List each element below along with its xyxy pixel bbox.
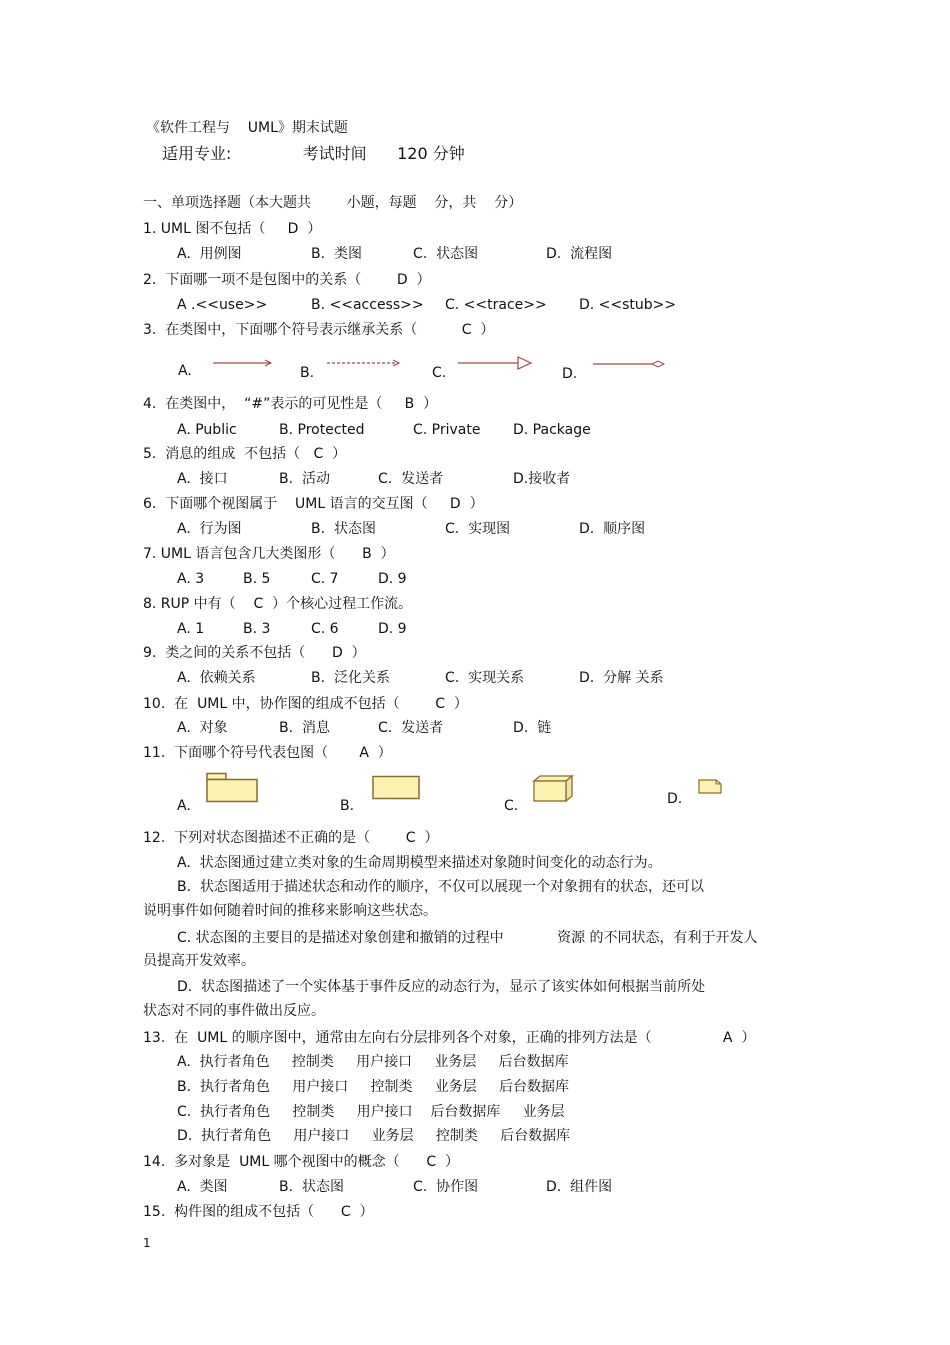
question-11-option-b: B.	[340, 798, 355, 814]
question-13-stem: 13. 在 UML 的顺序图中，通常由左向右分层排列各个对象，正确的排列方法是（ A ）	[143, 1030, 756, 1046]
question-9-option-c: C. 实现关系	[445, 670, 525, 686]
question-6-option-b: B. 状态图	[311, 521, 376, 537]
question-5-option-a: A. 接口	[177, 471, 228, 487]
question-11-option-c: C.	[504, 798, 519, 814]
question-3-option-d: D.	[562, 366, 578, 382]
question-15-stem: 15. 构件图的组成不包括（ C ）	[143, 1204, 374, 1220]
question-1-option-a: A. 用例图	[177, 246, 242, 262]
question-12-option-d-line2: 状态对不同的事件做出反应。	[143, 1003, 325, 1019]
association-arrow-icon	[212, 357, 276, 369]
question-4-option-b: B. Protected	[279, 422, 365, 438]
generalization-arrow-icon	[457, 355, 535, 371]
question-4-stem: 4. 在类图中， “#”表示的可见性是（ B ）	[143, 396, 438, 412]
question-8-option-c: C. 6	[311, 621, 339, 637]
question-14-option-a: A. 类图	[177, 1179, 228, 1195]
question-14-option-d: D. 组件图	[546, 1179, 613, 1195]
question-8-option-d: D. 9	[378, 621, 407, 637]
section-heading: 一、单项选择题（本大题共 小题，每题 分，共 分）	[143, 195, 523, 211]
question-6-option-d: D. 顺序图	[579, 521, 646, 537]
note-icon	[697, 778, 725, 796]
question-7-stem: 7. UML 语言包含几大类图形（ B ）	[143, 546, 395, 562]
question-12-option-b-line2: 说明事件如何随着时间的推移来影响这些状态。	[143, 903, 437, 919]
question-4-option-d: D. Package	[513, 422, 591, 438]
question-13-option-d: D. 执行者角色 用户接口 业务层 控制类 后台数据库	[177, 1128, 571, 1144]
exam-title: 《软件工程与 UML》期末试题	[146, 120, 348, 136]
question-12-option-c-line1: C. 状态图的主要目的是描述对象创建和撤销的过程中 资源 的不同状态，有利于开发人	[177, 930, 758, 946]
question-5-option-b: B. 活动	[279, 471, 330, 487]
question-10-option-b: B. 消息	[279, 720, 330, 736]
question-10-option-c: C. 发送者	[378, 720, 444, 736]
question-9-option-a: A. 依赖关系	[177, 670, 256, 686]
question-7-option-c: C. 7	[311, 571, 339, 587]
question-14-option-b: B. 状态图	[279, 1179, 344, 1195]
question-1-stem: 1. UML 图不包括（ D ）	[143, 221, 322, 237]
dependency-arrow-icon	[326, 357, 404, 369]
question-11-stem: 11. 下面哪个符号代表包图（ A ）	[143, 745, 392, 761]
question-5-option-d: D.接收者	[513, 471, 571, 487]
question-2-option-b: B. <<access>>	[311, 297, 424, 313]
question-13-option-b: B. 执行者角色 用户接口 控制类 业务层 后台数据库	[177, 1079, 569, 1095]
question-3-option-a: A.	[178, 363, 192, 379]
question-4-option-c: C. Private	[413, 422, 481, 438]
question-12-option-b-line1: B. 状态图适用于描述状态和动作的顺序，不仅可以展现一个对象拥有的状态，还可以	[177, 879, 704, 895]
question-13-option-a: A. 执行者角色 控制类 用户接口 业务层 后台数据库	[177, 1054, 569, 1070]
exam-subtitle: 适用专业: 考试时间 120 分钟	[162, 144, 465, 163]
question-9-stem: 9. 类之间的关系不包括（ D ）	[143, 645, 366, 661]
question-14-stem: 14. 多对象是 UML 哪个视图中的概念（ C ）	[143, 1154, 460, 1170]
page-number: 1	[143, 1236, 151, 1250]
question-9-option-d: D. 分解 关系	[579, 670, 664, 686]
question-2-stem: 2. 下面哪一项不是包图中的关系（ D ）	[143, 272, 431, 288]
question-10-option-d: D. 链	[513, 720, 552, 736]
aggregation-arrow-icon	[592, 358, 668, 370]
question-11-option-d: D.	[667, 791, 683, 807]
question-8-option-a: A. 1	[177, 621, 205, 637]
question-1-option-d: D. 流程图	[546, 246, 613, 262]
question-8-option-b: B. 3	[243, 621, 271, 637]
question-1-option-c: C. 状态图	[413, 246, 479, 262]
question-7-option-a: A. 3	[177, 571, 205, 587]
question-3-stem: 3. 在类图中，下面哪个符号表示继承关系（ C ）	[143, 322, 495, 338]
question-10-stem: 10. 在 UML 中，协作图的组成不包括（ C ）	[143, 696, 468, 712]
question-2-option-a: A .<<use>>	[177, 297, 268, 313]
question-12-option-a: A. 状态图通过建立类对象的生命周期模型来描述对象随时间变化的动态行为。	[177, 855, 662, 871]
question-4-option-a: A. Public	[177, 422, 237, 438]
question-8-stem: 8. RUP 中有（ C ）个核心过程工作流。	[143, 596, 413, 612]
question-11-option-a: A.	[177, 798, 191, 814]
question-6-option-c: C. 实现图	[445, 521, 511, 537]
question-12-option-d-line1: D. 状态图描述了一个实体基于事件反应的动态行为，显示了该实体如何根据当前所处	[177, 979, 706, 995]
question-7-option-b: B. 5	[243, 571, 271, 587]
question-2-option-d: D. <<stub>>	[579, 297, 677, 313]
question-1-option-b: B. 类图	[311, 246, 362, 262]
question-5-option-c: C. 发送者	[378, 471, 444, 487]
question-9-option-b: B. 泛化关系	[311, 670, 390, 686]
question-6-option-a: A. 行为图	[177, 521, 242, 537]
node-cube-icon	[531, 774, 575, 804]
question-2-option-c: C. <<trace>>	[445, 297, 547, 313]
question-12-stem: 12. 下列对状态图描述不正确的是（ C ）	[143, 830, 439, 846]
question-7-option-d: D. 9	[378, 571, 407, 587]
package-folder-icon	[205, 772, 259, 804]
question-13-option-c: C. 执行者角色 控制类 用户接口 后台数据库 业务层	[177, 1104, 565, 1120]
class-box-icon	[371, 775, 421, 801]
question-12-option-c-line2: 员提高开发效率。	[143, 953, 255, 969]
question-5-stem: 5. 消息的组成 不包括（ C ）	[143, 446, 347, 462]
question-3-option-b: B.	[300, 365, 315, 381]
question-10-option-a: A. 对象	[177, 720, 228, 736]
question-14-option-c: C. 协作图	[413, 1179, 479, 1195]
question-3-option-c: C.	[432, 365, 447, 381]
question-6-stem: 6. 下面哪个视图属于 UML 语言的交互图（ D ）	[143, 496, 484, 512]
